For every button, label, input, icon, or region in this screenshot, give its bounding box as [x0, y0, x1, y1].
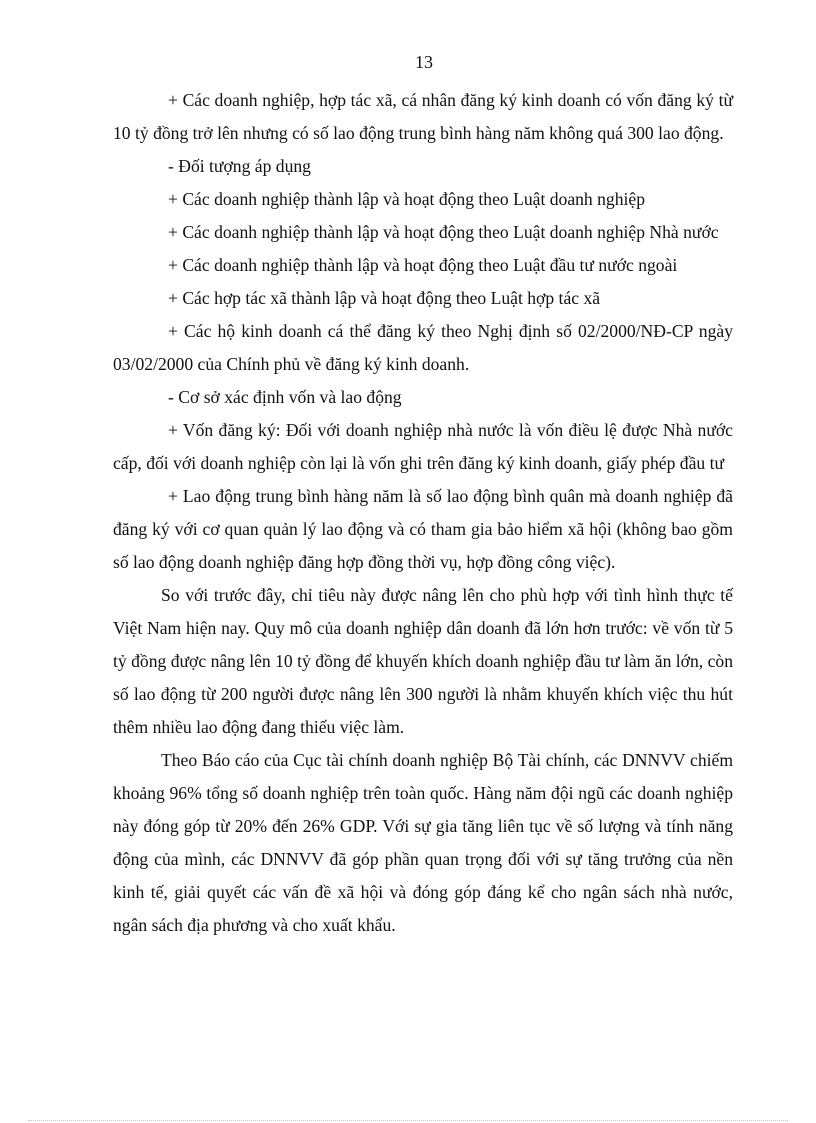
- document-body: [113, 84, 733, 942]
- paragraph-criteria-large-capital: + Các doanh nghiệp, hợp tác xã, cá nhân đăng ký kinh doanh có vốn đăng ký từ 10 tỷ đồng trở lên nhưng có số lao động trung bình hàng năm không quá 300 lao động.: [113, 90, 733, 143]
- paragraph-basis-heading: - Cơ sở xác định vốn và lao động: [168, 387, 402, 407]
- paragraph-scope-enterprise-law: + Các doanh nghiệp thành lập và hoạt động theo Luật doanh nghiệp: [168, 189, 646, 209]
- page-number: 13: [415, 52, 433, 72]
- paragraph-scope-foreign-investment-law: + Các doanh nghiệp thành lập và hoạt động theo Luật đầu tư nước ngoài: [168, 255, 678, 275]
- paragraph-report-dnnvv: Theo Báo cáo của Cục tài chính doanh nghiệp Bộ Tài chính, các DNNVV chiếm khoảng 96% tổng số doanh nghiệp trên toàn quốc. Hàng năm đội ngũ các doanh nghiệp này đóng góp từ 20% đến 26% GDP. Với sự gia tăng liên tục về số lượng và tính năng động của mình, các DNNVV đã góp phần quan trọng đối với sự tăng trưởng của nền kinh tế, giải quyết các vấn đề xã hội và đóng góp đáng kể cho ngân sách nhà nước, ngân sách địa phương và cho xuất khẩu.: [113, 750, 733, 935]
- paragraph-average-labor: + Lao động trung bình hàng năm là số lao động bình quân mà doanh nghiệp đã đăng ký với cơ quan quản lý lao động và có tham gia bảo hiểm xã hội (không bao gồm số lao động doanh nghiệp đăng hợp đồng thời vụ, hợp đồng công việc).: [113, 486, 733, 572]
- page-bottom-divider: [28, 1120, 788, 1121]
- paragraph-comparison: So với trước đây, chỉ tiêu này được nâng lên cho phù hợp với tình hình thực tế Việt Nam hiện nay. Quy mô của doanh nghiệp dân doanh đã lớn hơn trước: về vốn từ 5 tỷ đồng được nâng lên 10 tỷ đồng để khuyến khích doanh nghiệp đầu tư làm ăn lớn, còn số lao động từ 200 người được nâng lên 300 người là nhằm khuyến khích việc thu hút thêm nhiều lao động đang thiếu việc làm.: [113, 585, 733, 737]
- paragraph-registered-capital: + Vốn đăng ký: Đối với doanh nghiệp nhà nước là vốn điều lệ được Nhà nước cấp, đối với doanh nghiệp còn lại là vốn ghi trên đăng ký kinh doanh, giấy phép đầu tư: [113, 420, 733, 473]
- paragraph-scope-cooperative-law: + Các hợp tác xã thành lập và hoạt động theo Luật hợp tác xã: [168, 288, 601, 308]
- paragraph-scope-state-enterprise-law: + Các doanh nghiệp thành lập và hoạt động theo Luật doanh nghiệp Nhà nước: [168, 222, 719, 242]
- paragraph-scope-heading: - Đối tượng áp dụng: [168, 156, 311, 176]
- paragraph-scope-household-business: + Các hộ kinh doanh cá thể đăng ký theo Nghị định số 02/2000/NĐ-CP ngày 03/02/2000 của Chính phủ về đăng ký kinh doanh.: [113, 321, 733, 374]
